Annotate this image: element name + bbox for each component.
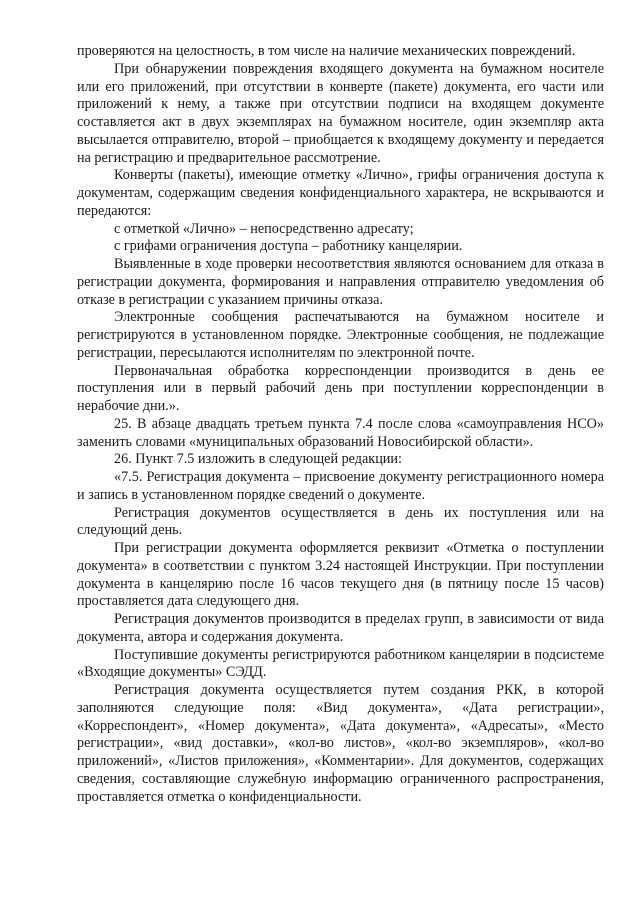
paragraph-registration-day: Регистрация документов осуществляется в день их поступления или на следующий день. <box>77 504 604 539</box>
paragraph-registration-groups: Регистрация документов производится в пределах групп, в зависимости от вида документа, автора и содержания документа. <box>77 611 604 645</box>
paragraph-continuation: проверяются на целостность, в том числе на наличие механических повреждений. <box>77 43 576 59</box>
paragraph-refusal-grounds: Выявленные в ходе проверки несоответствия являются основанием для отказа в регистрации документа, формирования и направления отправителю уведомления об отказе в регистрации с указанием причины отказа. <box>77 256 604 308</box>
paragraph-electronic-messages: Электронные сообщения распечатываются на бумажном носителе и регистрируются в установленном порядке. Электронные сообщения, не подлежащие регистрации, пересылаются исполнителям по электронной почте. <box>77 309 604 361</box>
paragraph-envelopes-personal: Конверты (пакеты), имеющие отметку «Лично», грифы ограничения доступа к документам, содержащим сведения конфиденциального характера, не вскрываются и передаются: <box>77 167 604 219</box>
paragraph-rkk-fields: Регистрация документа осуществляется путем создания РКК, в которой заполняются следующие поля: «Вид документа», «Дата регистрации», «Корреспондент», «Номер документа», «Дата документа», «Адресаты», «Место регистрации», «вид доставки», «кол-во листов», «кол-во экземпляров», «кол-во приложений», «Листов приложения», «Комментарии». Для документов, содержащих сведения, составляющие служебную информацию ограниченного распространения, проставляется отметка о конфиденциальности. <box>77 682 604 805</box>
paragraph-damage-act: При обнаружении повреждения входящего документа на бумажном носителе или его приложений, при отсутствии в конверте (пакете) документа, его части или приложений к нему, а также при отсутствии подписи на входящем документе составляется акт в двух экземплярах на бумажном носителе, один экземпляр акта высылается отправителю, второй – приобщается к входящему документу и передается на регистрацию и предварительное рассмотрение. <box>77 60 604 166</box>
paragraph-initial-processing: Первоначальная обработка корреспонденции производится в день ее поступления или в первый рабочий день при поступлении корреспонденции в нерабочие дни.». <box>77 362 604 414</box>
document-page <box>77 43 604 806</box>
paragraph-restricted-access: с грифами ограничения доступа – работнику канцелярии. <box>114 238 463 255</box>
paragraph-receipt-mark: При регистрации документа оформляется реквизит «Отметка о поступлении документа» в соответствии с пунктом 3.24 настоящей Инструкции. При поступлении документа в канцелярию после 16 часов текущего дня (в пятницу после 15 часов) проставляется дата следующего дня. <box>77 540 604 610</box>
paragraph-personal-mark: с отметкой «Лично» – непосредственно адресату; <box>114 220 414 237</box>
paragraph-sedd-subsystem: Поступившие документы регистрируются работником канцелярии в подсистеме «Входящие документы» СЭДД. <box>77 646 604 681</box>
paragraph-item-26: 26. Пункт 7.5 изложить в следующей редакции: <box>114 451 402 468</box>
paragraph-item-25: 25. В абзаце двадцать третьем пункта 7.4 после слова «самоуправления НСО» заменить словами «муниципальных образований Новосибирской области». <box>77 415 604 450</box>
paragraph-7-5-definition: «7.5. Регистрация документа – присвоение документу регистрационного номера и запись в установленном порядке сведений о документе. <box>77 469 604 503</box>
